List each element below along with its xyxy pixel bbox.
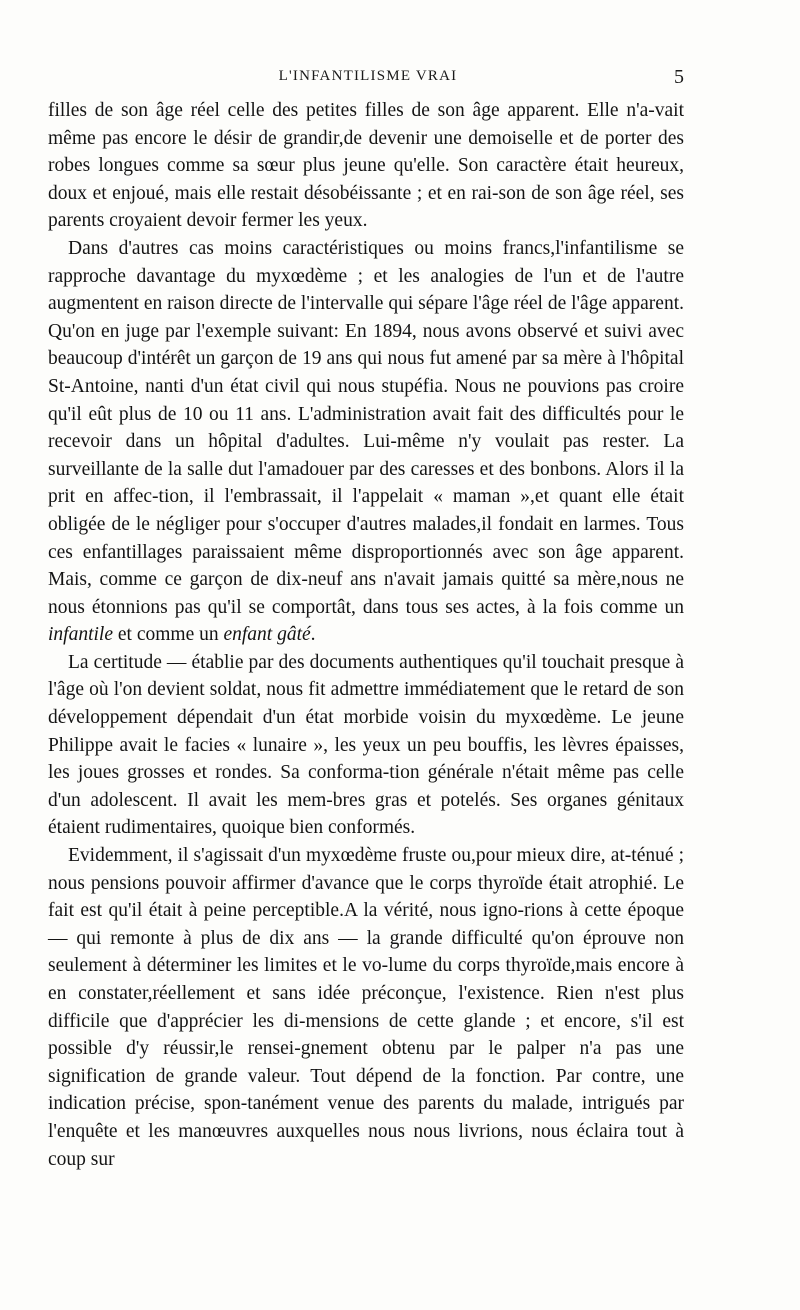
running-head [52,68,684,96]
paragraph-1: filles de son âge réel celle des petites filles de son âge apparent. Elle n'a-vait même pas encore le désir de grandir,de devenir une demoiselle et de porter des robes longues comme sa sœur plus jeune qu'elle. Son caractère était heureux, doux et enjoué, mais elle restait désobéissante ; et en rai-son de son âge réel, ses parents croyaient devoir fermer les yeux. [48,100,684,232]
paragraph-2 [48,235,684,649]
paragraph-2-end: . [310,624,316,646]
paragraph-2-text-b: et comme un [117,624,219,646]
page-number: 5 [674,66,684,88]
italic-infantile: infantile [48,624,113,646]
paragraph-2-text: Dans d'autres cas moins caractéristiques ou moins francs,l'infantilisme se rapproche davantage du myxœdème ; et les analogies de l'un et de l'autre augmentent en raison directe de l'intervalle qui sépare l'âge réel de l'âge apparent. Qu'on en juge par l'exemple suivant: En 1894, nous avons observé et suivi avec beaucoup d'intérêt un garçon de 19 ans qui nous fut amené par sa mère à l'hôpital St-Antoine, nanti d'un état civil qui nous stupéfia. Nous ne pouvions pas croire qu'il eût plus de 10 ou 11 ans. L'administration avait fait des difficultés pour le recevoir dans un hôpital d'adultes. Lui-même n'y voulait pas rester. La surveillante de la salle dut l'amadouer par des caresses et des bonbons. Alors il la prit en affec-tion, il l'embrassait, il l'appelait « maman »,et quant elle était obligée de le négliger pour s'occuper d'autres malades,il fondait en larmes. Tous ces enfantillages paraissaient même disproportionnés avec son âge apparent. Mais, comme ce garçon de dix-neuf ans n'avait jamais quitté sa mère,nous ne nous étonnions pas qu'il se comportât, dans tous ses actes, à la fois comme un [48,237,684,618]
body-text [48,97,684,1173]
paragraph-3: La certitude — établie par des documents authentiques qu'il touchait presque à l'âge où l'on devient soldat, nous fit admettre immédiatement que le retard de son développement dépendait d'un état morbide voisin du myxœdème. Le jeune Philippe avait le facies « lunaire », les yeux un peu bouffis, les lèvres épaisses, les joues grosses et rondes. Sa conforma-tion générale n'était même pas celle d'un adolescent. Il avait les mem-bres gras et potelés. Ses organes génitaux étaient rudimentaires, quoique bien conformés. [48,651,684,839]
paragraph-4: Evidemment, il s'agissait d'un myxœdème fruste ou,pour mieux dire, at-ténué ; nous pensions pouvoir affirmer d'avance que le corps thyroïde était atrophié. Le fait est qu'il était à peine perceptible.A la vérité, nous igno-rions à cette époque — qui remonte à plus de dix ans — la grande difficulté qu'on éprouve non seulement à déterminer les limites et le vo-lume du corps thyroïde,mais encore à en constater,réellement et sans idée préconçue, l'existence. Rien n'est plus difficile que d'apprécier les di-mensions de cette glande ; et encore, s'il est possible d'y réussir,le rensei-gnement obtenu par le palper n'a pas une signification de grande valeur. Tout dépend de la fonction. Par contre, une indication précise, spon-tanément venue des parents du malade, intrigués par l'enquête et les manœuvres auxquelles nous nous livrions, nous éclaira tout à coup sur [48,845,684,1170]
running-title: L'INFANTILISME VRAI [278,68,458,84]
italic-enfant-gate: enfant gâté [223,624,311,646]
